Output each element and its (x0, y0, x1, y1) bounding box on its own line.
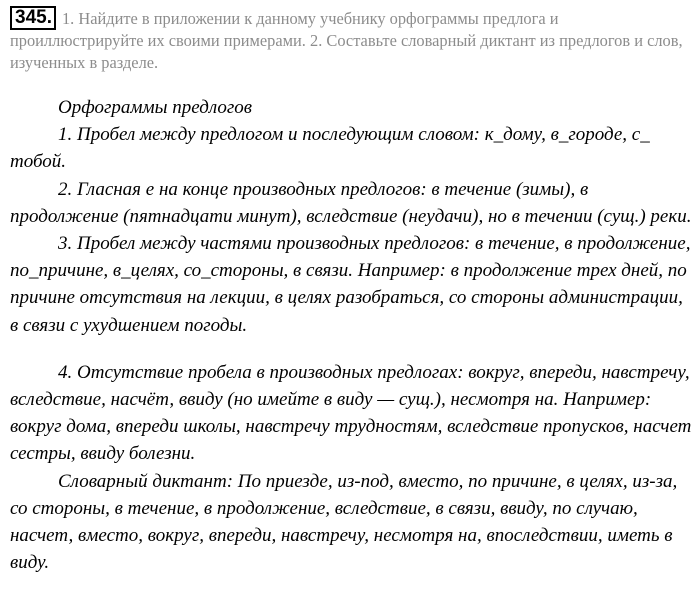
exercise-answer (10, 94, 694, 576)
exercise-number: 345. (10, 6, 56, 30)
dictation-paragraph: Словарный диктант: По приезде, из-под, вместо, по причине, в целях, из-за, со стороны, в течение, в продолжение, вследствие, в связи, ввиду, по случаю, насчет, вместо, вокруг, впереди, навстречу, несмотря на, впоследствии, иметь в виду. (10, 470, 678, 574)
exercise-instructions: 1. Найдите в приложении к данному учебнику орфограммы предлога и проиллюстрируйте их своими примерами. 2. Составьте словарный диктант из предлогов и слов, изученных в разделе. (10, 9, 683, 72)
rule-paragraph: 4. Отсутствие пробела в производных предлогах: вокруг, впереди, навстречу, вследствие, насчёт, ввиду (но имейте в виду — сущ.), несмотря на. Например: вокруг дома, впереди школы, навстречу трудностям, вследствие пропусков, насчет сестры, ввиду болезни. (10, 361, 692, 465)
section-heading: Орфограммы предлогов (58, 97, 252, 118)
rule-paragraph: 2. Гласная е на конце производных предлогов: в течение (зимы), в продолжение (пятнадцати минут), вследствие (неудачи), но в течении (сущ.) реки. (10, 178, 692, 227)
exercise-task (10, 6, 694, 74)
rule-paragraph: 1. Пробел между предлогом и последующим словом: к_дому, в_городе, с_ тобой. (10, 124, 650, 173)
paragraph-spacer (10, 339, 694, 359)
rule-paragraph: 3. Пробел между частями производных предлогов: в течение, в продолжение, по_причине, в_целях, со_стороны, в связи. Например: в продолжение трех дней, по причине отсутствия на лекции, в целях разобраться, со стороны администрации, в связи с ухудшением погоды. (10, 233, 691, 336)
